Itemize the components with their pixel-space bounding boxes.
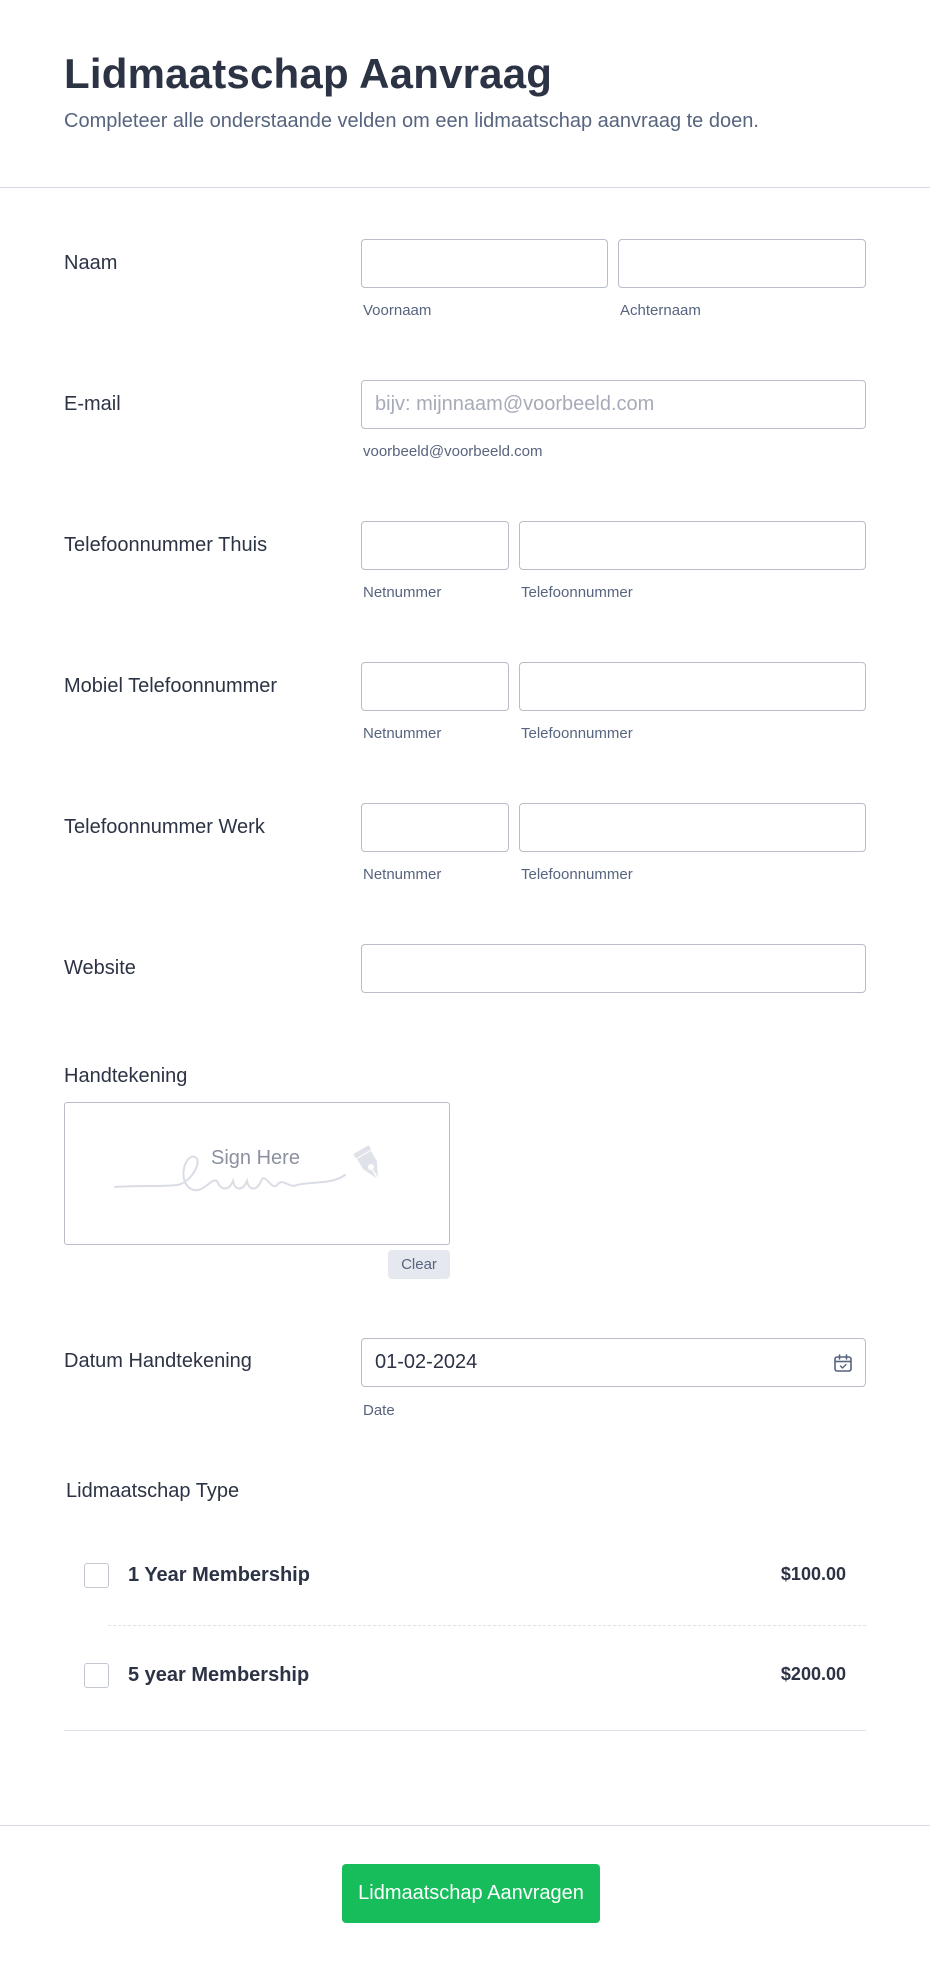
membership-option-1-checkbox[interactable] [84, 1563, 109, 1588]
email-input[interactable] [361, 380, 866, 429]
membership-option-1-price: $100.00 [780, 1564, 846, 1584]
date-label: Datum Handtekening [64, 1350, 252, 1372]
date-sublabel: Date [363, 1402, 395, 1419]
first-name-input[interactable] [361, 239, 608, 288]
footer-divider [0, 1825, 930, 1826]
phone-home-area-sublabel: Netnummer [363, 584, 442, 601]
signature-pad[interactable] [64, 1102, 450, 1245]
date-input[interactable] [361, 1338, 866, 1387]
membership-option-2-checkbox[interactable] [84, 1663, 109, 1688]
phone-home-number-input[interactable] [519, 521, 866, 570]
naam-label: Naam [64, 252, 118, 274]
page-title: Lidmaatschap Aanvraag [64, 50, 553, 97]
calendar-icon[interactable] [833, 1353, 853, 1373]
membership-option-2-price: $200.00 [780, 1664, 846, 1684]
last-name-sublabel: Achternaam [620, 302, 701, 319]
submit-button[interactable]: Lidmaatschap Aanvragen [342, 1864, 600, 1923]
phone-mobile-area-input[interactable] [361, 662, 509, 711]
last-name-input[interactable] [618, 239, 866, 288]
signature-placeholder: Sign Here [211, 1147, 300, 1169]
phone-mobile-area-sublabel: Netnummer [363, 725, 442, 742]
form-header [0, 0, 930, 188]
phone-work-number-sublabel: Telefoonnummer [521, 866, 633, 883]
phone-work-number-input[interactable] [519, 803, 866, 852]
phone-mobile-number-sublabel: Telefoonnummer [521, 725, 633, 742]
phone-mobile-number-input[interactable] [519, 662, 866, 711]
phone-home-area-input[interactable] [361, 521, 509, 570]
membership-label: Lidmaatschap Type [66, 1480, 240, 1502]
page-subtitle: Completeer alle onderstaande velden om een lidmaatschap aanvraag te doen. [64, 110, 759, 132]
membership-option-1[interactable] [64, 1540, 866, 1612]
website-input[interactable] [361, 944, 866, 993]
email-label: E-mail [64, 393, 121, 415]
email-sublabel: voorbeeld@voorbeeld.com [363, 443, 543, 460]
membership-option-1-name: 1 Year Membership [128, 1564, 310, 1586]
phone-work-area-sublabel: Netnummer [363, 866, 442, 883]
membership-divider [64, 1730, 866, 1731]
option-divider [108, 1625, 866, 1626]
pen-nib-icon [349, 1145, 393, 1189]
email-placeholder: bijv: mijnnaam@voorbeeld.com [375, 393, 655, 415]
signature-clear-button[interactable]: Clear [388, 1250, 450, 1279]
first-name-sublabel: Voornaam [363, 302, 432, 319]
website-label: Website [64, 957, 136, 979]
membership-option-2-name: 5 year Membership [128, 1664, 310, 1686]
phone-work-label: Telefoonnummer Werk [64, 816, 265, 838]
phone-home-number-sublabel: Telefoonnummer [521, 584, 633, 601]
phone-work-area-input[interactable] [361, 803, 509, 852]
phone-mobile-label: Mobiel Telefoonnummer [64, 675, 278, 697]
membership-option-2[interactable] [64, 1640, 866, 1712]
date-value: 01-02-2024 [375, 1351, 478, 1373]
signature-label: Handtekening [64, 1065, 188, 1087]
phone-home-label: Telefoonnummer Thuis [64, 534, 268, 556]
